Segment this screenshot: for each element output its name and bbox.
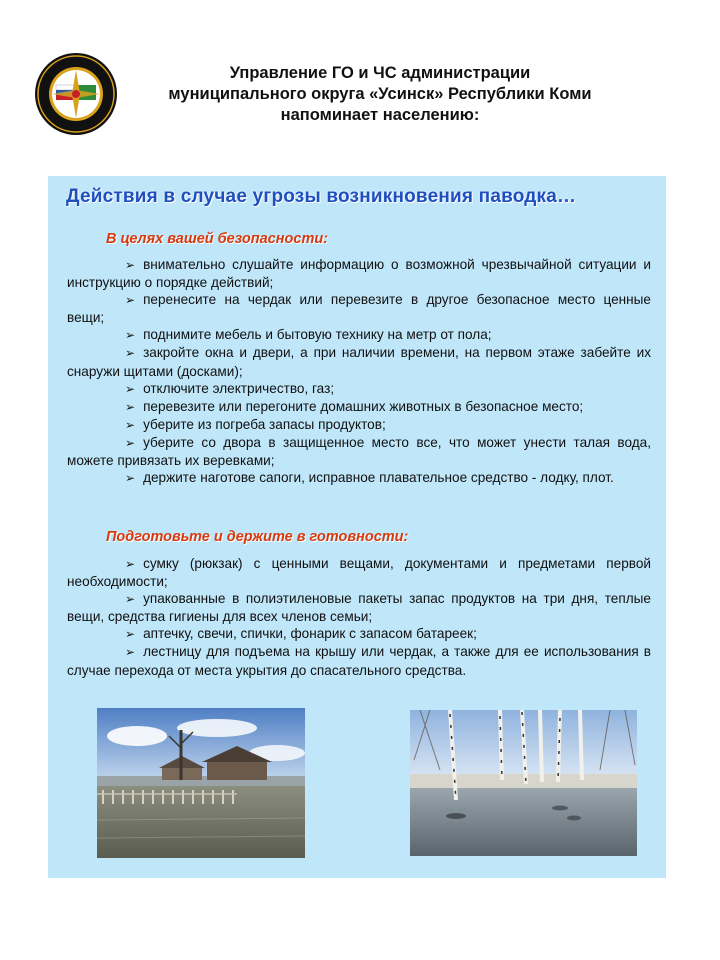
list-item-text: лестницу для подъема на крышу или чердак, а также для ее использования в случае перехода от места укрытия до спасательного средства. <box>67 644 651 678</box>
panel-title: Действия в случае угрозы возникновения паводка… <box>66 186 577 207</box>
list-item <box>67 326 651 344</box>
readiness-items-list <box>67 555 651 679</box>
arrow-bullet-icon: ➢ <box>125 627 136 642</box>
list-item <box>67 643 651 678</box>
flood-instructions-panel <box>48 176 666 878</box>
list-item <box>67 291 651 326</box>
list-item-text: внимательно слушайте информацию о возможной чрезвычайной ситуации и инструкцию о порядке действий; <box>67 257 651 291</box>
arrow-bullet-icon: ➢ <box>125 346 136 361</box>
arrow-bullet-icon: ➢ <box>125 381 136 396</box>
section-safety-title: В целях вашей безопасности: <box>106 231 329 247</box>
list-item-text: уберите из погреба запасы продуктов; <box>143 416 386 432</box>
flooded-village-photo <box>97 708 305 858</box>
arrow-bullet-icon: ➢ <box>125 471 136 486</box>
list-item <box>67 380 651 398</box>
arrow-bullet-icon: ➢ <box>125 293 136 308</box>
list-item-text: перевезите или перегоните домашних животных в безопасное место; <box>143 398 584 414</box>
list-item-text: уберите со двора в защищенное место все, что может унести талая вода, можете привязать их веревками; <box>67 434 651 469</box>
list-item <box>67 434 651 469</box>
section-readiness-title: Подготовьте и держите в готовности: <box>106 529 409 545</box>
list-item-text: аптечку, свечи, спички, фонарик с запасом батареек; <box>143 626 477 642</box>
list-item-text: отключите электричество, газ; <box>143 380 335 396</box>
arrow-bullet-icon: ➢ <box>125 435 136 450</box>
list-item-text: перенесите на чердак или перевезите в другое безопасное место ценные вещи; <box>67 292 651 326</box>
list-item <box>67 590 651 625</box>
arrow-bullet-icon: ➢ <box>125 328 136 343</box>
arrow-bullet-icon: ➢ <box>125 258 136 272</box>
list-item-text: держите наготове сапоги, исправное плавательное средство - лодку, плот. <box>143 470 614 486</box>
flooded-birch-forest-photo <box>410 710 637 856</box>
list-item <box>67 344 651 379</box>
header-line-1: Управление ГО и ЧС администрации <box>229 64 531 82</box>
list-item <box>67 398 651 416</box>
arrow-bullet-icon: ➢ <box>125 399 136 414</box>
list-item <box>67 416 651 434</box>
arrow-bullet-icon: ➢ <box>125 592 136 607</box>
list-item <box>67 625 651 643</box>
list-item-text: закройте окна и двери, а при наличии времени, на первом этаже забейте их снаружи щитами (досками); <box>67 345 651 379</box>
list-item <box>67 256 651 291</box>
arrow-bullet-icon: ➢ <box>125 645 136 660</box>
header-line-2: муниципального округа «Усинск» Республики Коми <box>168 85 592 103</box>
list-item <box>67 555 651 590</box>
header-notice <box>140 63 620 126</box>
list-item <box>67 469 651 487</box>
list-item-text: упакованные в полиэтиленовые пакеты запас продуктов на три дня, теплые вещи, средства гигиены для всех членов семьи; <box>67 591 651 625</box>
arrow-bullet-icon: ➢ <box>125 417 136 432</box>
list-item-text: поднимите мебель и бытовую технику на метр от пола; <box>143 327 492 343</box>
civil-defense-emblem-icon <box>34 52 118 136</box>
safety-instructions-list <box>67 256 651 487</box>
header-line-3: напоминает населению: <box>280 106 480 124</box>
arrow-bullet-icon: ➢ <box>125 557 136 571</box>
list-item-text: сумку (рюкзак) с ценными вещами, документами и предметами первой необходимости; <box>67 556 651 590</box>
